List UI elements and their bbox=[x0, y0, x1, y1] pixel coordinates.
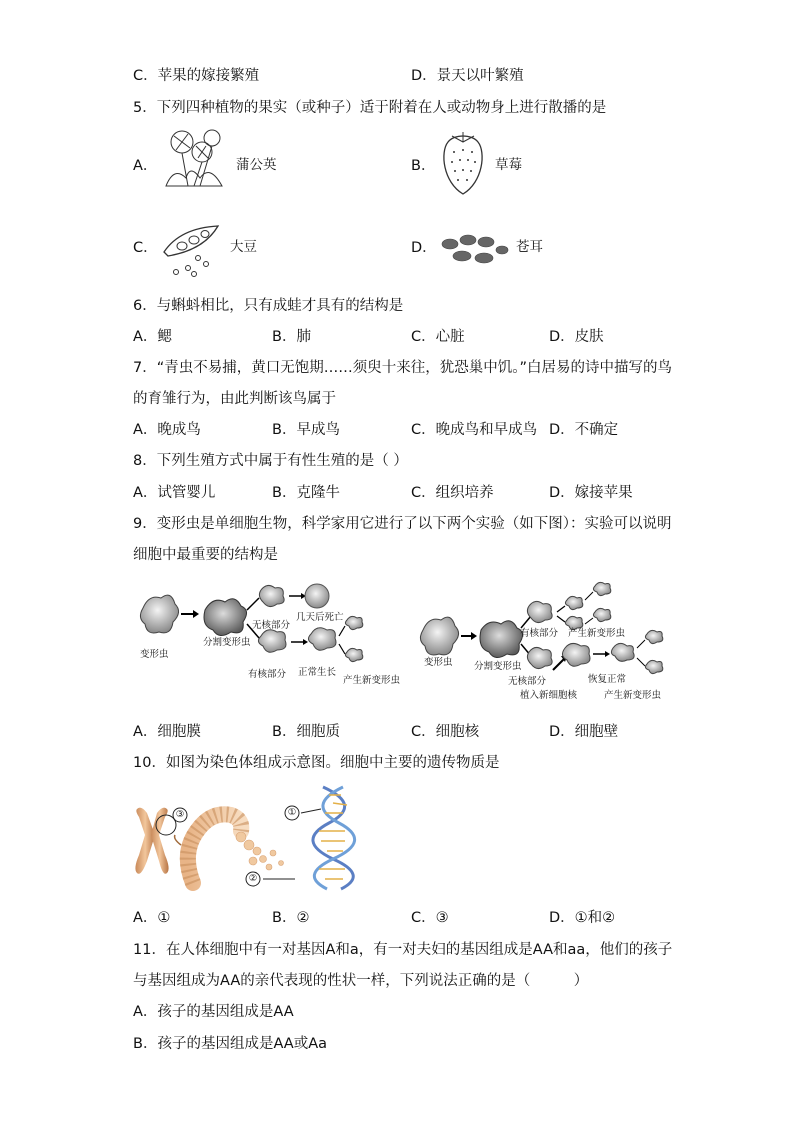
exp1-with-nucleus-label: 有核部分 bbox=[248, 669, 287, 680]
q7-stem-line1: 7．“青虫不易捕，黄口无饱期……须臾十来往，犹恐巢中饥。”白居易的诗中描写的鸟 bbox=[133, 360, 672, 376]
q9-option-d: D．细胞壁 bbox=[549, 724, 619, 740]
exp2-amoeba-label: 变形虫 bbox=[424, 657, 453, 668]
exp2-with-nucleus-label: 有核部分 bbox=[520, 628, 559, 639]
exp1-amoeba-label: 变形虫 bbox=[140, 649, 169, 660]
strawberry-icon bbox=[438, 130, 488, 196]
soybean-pod-icon bbox=[160, 222, 222, 278]
q9-option-a: A．细胞膜 bbox=[133, 724, 201, 740]
q7-stem-line2: 的育雏行为，由此判断该鸟属于 bbox=[133, 391, 336, 407]
q11-option-a: A．孩子的基因组成是AA bbox=[133, 1004, 294, 1020]
exp2-no-nucleus-label: 无核部分 bbox=[508, 676, 547, 687]
q6-stem: 6．与蝌蚪相比，只有成蛙才具有的结构是 bbox=[133, 298, 404, 314]
exp2-new-bottom-label: 产生新变形虫 bbox=[604, 690, 662, 701]
q9-stem-line2: 细胞中最重要的结构是 bbox=[133, 547, 278, 563]
q5-stem: 5．下列四种植物的果实（或种子）适于附着在人或动物身上进行散播的是 bbox=[133, 100, 607, 116]
q7-option-b: B．早成鸟 bbox=[272, 422, 340, 438]
q6-option-c: C．心脏 bbox=[411, 329, 465, 345]
q5-b-letter: B． bbox=[411, 158, 436, 174]
q10-option-d: D．①和② bbox=[549, 910, 616, 926]
q7-option-c: C．晚成鸟和早成鸟 bbox=[411, 422, 538, 438]
q5-a-letter: A． bbox=[133, 158, 158, 174]
q9-stem-line1: 9．变形虫是单细胞生物，科学家用它进行了以下两个实验（如下图）：实验可以说明 bbox=[133, 516, 672, 532]
exp1-new-label: 产生新变形虫 bbox=[343, 675, 401, 686]
q6-option-d: D．皮肤 bbox=[549, 329, 604, 345]
q5-a-name: 蒲公英 bbox=[236, 157, 277, 173]
q8-stem: 8．下列生殖方式中属于有性生殖的是（ ） bbox=[133, 453, 408, 469]
exp1-split-label: 分割变形虫 bbox=[203, 637, 251, 648]
q11-stem-line2: 与基因组成为AA的亲代表现的性状一样，下列说法正确的是（ ） bbox=[133, 973, 589, 989]
marker-3: ③ bbox=[175, 809, 185, 820]
q8-option-c: C．组织培养 bbox=[411, 485, 494, 501]
exp2-new-top-label: 产生新变形虫 bbox=[568, 628, 626, 639]
q9-option-b: B．细胞质 bbox=[272, 724, 340, 740]
exp2-split-label: 分割变形虫 bbox=[474, 661, 522, 672]
exp1-no-nucleus-label: 无核部分 bbox=[252, 620, 291, 631]
q11-option-b: B．孩子的基因组成是AA或Aa bbox=[133, 1036, 327, 1052]
exp1-die-label: 几天后死亡 bbox=[296, 612, 344, 623]
q5-c-name: 大豆 bbox=[230, 239, 257, 255]
q6-option-b: B．肺 bbox=[272, 329, 311, 345]
q7-option-d: D．不确定 bbox=[549, 422, 619, 438]
dandelion-icon bbox=[160, 128, 228, 190]
exp1-grow-label: 正常生长 bbox=[298, 667, 337, 678]
exp2-recover-label: 恢复正常 bbox=[588, 674, 627, 685]
marker-1: ① bbox=[287, 807, 297, 818]
q4-option-c: C．苹果的嫁接繁殖 bbox=[133, 68, 260, 84]
q8-option-b: B．克隆牛 bbox=[272, 485, 340, 501]
q10-option-c: C．③ bbox=[411, 910, 449, 926]
q4-option-d: D．景天以叶繁殖 bbox=[411, 68, 524, 84]
q7-option-a: A．晚成鸟 bbox=[133, 422, 201, 438]
q5-d-letter: D． bbox=[411, 240, 437, 256]
q10-option-b: B．② bbox=[272, 910, 310, 926]
q6-option-a: A．鳃 bbox=[133, 329, 172, 345]
q5-c-letter: C． bbox=[133, 240, 158, 256]
q8-option-d: D．嫁接苹果 bbox=[549, 485, 633, 501]
exp2-implant-label: 植入新细胞核 bbox=[520, 690, 578, 701]
q10-stem: 10．如图为染色体组成示意图。细胞中主要的遗传物质是 bbox=[133, 755, 500, 771]
marker-2: ② bbox=[248, 873, 258, 884]
q9-option-c: C．细胞核 bbox=[411, 724, 480, 740]
q5-d-name: 苍耳 bbox=[516, 239, 543, 255]
q8-option-a: A．试管婴儿 bbox=[133, 485, 216, 501]
q10-option-a: A．① bbox=[133, 910, 171, 926]
q11-stem-line1: 11．在人体细胞中有一对基因A和a，有一对夫妇的基因组成是AA和aa，他们的孩子 bbox=[133, 942, 673, 958]
cocklebur-icon bbox=[440, 230, 510, 266]
q5-b-name: 草莓 bbox=[495, 157, 522, 173]
